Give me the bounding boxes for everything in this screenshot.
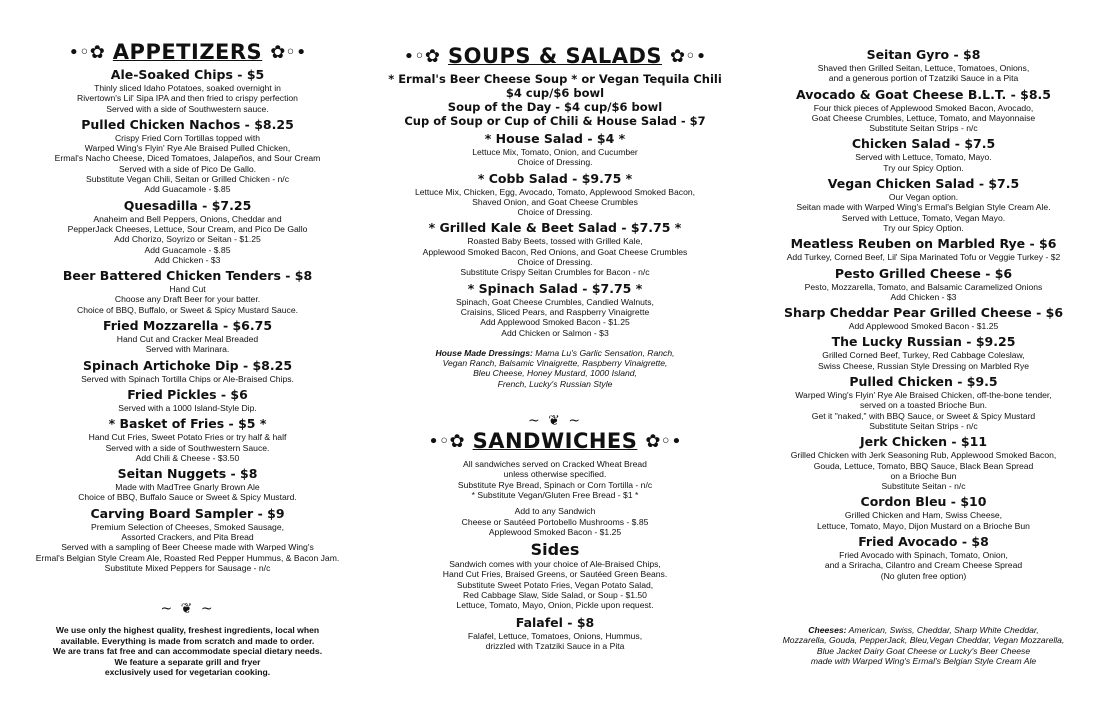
cheeses-line: Blue Jacket Dairy Goat Cheese or Lucky's Beer Cheese [816,645,1031,656]
menu-item-name: * House Salad - $4 * [484,131,626,146]
appetizers-footer [10,625,365,678]
menu-item [380,281,730,338]
menu-item-description: Lettuce, Tomato, Mayo, Dijon Mustard on a Brioche Bun [817,520,1030,531]
menu-item-description: Fried Avocado with Spinach, Tomato, Onion, [839,550,1008,561]
menu-item-name: The Lucky Russian - $9.25 [831,334,1016,350]
sandwiches-add-ons [380,506,730,537]
menu-item-description: Craisins, Sliced Pears, and Raspberry Vinaigrette [460,306,650,317]
appetizers-footer-line: available. Everything is made from scratch and made to order. [60,635,315,646]
menu-item-description: Choice of Dressing. [517,157,593,168]
menu-item-description: Served with Lettuce, Tomato, Mayo. [855,152,992,163]
menu-item-name: Sharp Cheddar Pear Grilled Cheese - $6 [783,305,1064,321]
ornament-divider-icon: ~ ❦ ~ [527,413,583,430]
soup-line: Cup of Soup or Cup of Chili & House Salad - $7 [404,114,706,128]
menu-item-description: Substitute Vegan Chili, Seitan or Grilled Chicken - n/c [85,174,289,185]
menu-item-description: Goat Cheese Crumbles, Lettuce, Tomato, and Mayonnaise [811,112,1036,123]
menu-item [10,506,365,573]
menu-item-description: Substitute Crispy Seitan Crumbles for Bacon - n/c [460,267,650,278]
soups-title: SOUPS & SALADS [447,44,663,68]
appetizers-footer-line: exclusively used for vegetarian cooking. [104,667,271,678]
menu-item-name: Fried Mozzarella - $6.75 [102,318,273,334]
soup-line: Soup of the Day - $4 cup/$6 bowl [447,100,663,114]
menu-item [745,374,1102,431]
menu-item-name: Meatless Reuben on Marbled Rye - $6 [790,236,1057,252]
soups-header [380,44,730,68]
menu-item-description: Add Turkey, Corned Beef, Lil' Sipa Marinated Tofu or Veggie Turkey - $2 [786,252,1061,263]
menu-item-description: Add Applewood Smoked Bacon - $1.25 [480,317,630,328]
menu-item-description: Add Chorizo, Soyrizo or Seitan - $1.25 [114,234,261,245]
menu-item [10,387,365,413]
menu-item-description: Thinly sliced Idaho Potatoes, soaked overnight in [94,83,281,93]
menu-item-name: Fried Avocado - $8 [858,534,989,550]
sandwiches-intro-line: * Substitute Vegan/Gluten Free Bread - $1 * [471,489,639,500]
sides-line: Substitute Sweet Potato Fries, Vegan Potato Salad, [456,579,654,590]
menu-item-description: Served with a side of Southwestern sauce. [106,103,269,114]
menu-item-name: Quesadilla - $7.25 [123,197,252,213]
menu-item-description: Choice of Dressing. [517,207,593,218]
menu-item [745,236,1102,262]
sides-line: Lettuce, Tomato, Mayo, Onion, Pickle upon request. [456,600,654,611]
falafel-name: Falafel - $8 [515,614,595,630]
menu-item-description: Substitute Mixed Peppers for Sausage - n/c [104,562,271,573]
left-swirl-icon: •◦✿ [403,45,440,67]
dressings-line: French, Lucky's Russian Style [497,378,613,389]
falafel-description: drizzled with Tzatziki Sauce in a Pita [485,640,625,651]
menu-item-description: Gouda, Lettuce, Tomato, BBQ Sauce, Black Bean Spread [813,460,1034,471]
menu-item-name: Beer Battered Chicken Tenders - $8 [62,268,313,284]
menu-item [745,494,1102,531]
menu-item [10,466,365,503]
menu-item [745,434,1102,491]
menu-item-name: Cordon Bleu - $10 [860,494,987,510]
menu-item-description: served on a toasted Brioche Bun. [859,400,988,411]
menu-item-description: Add Chicken - $3 [890,291,957,302]
falafel-item [380,615,730,652]
menu-item-description: Choice of BBQ, Buffalo, or Sweet & Spicy Mustard Sauce. [77,304,298,315]
menu-item-name: Seitan Nuggets - $8 [117,466,258,482]
menu-item [10,198,365,265]
menu-item-description: Choice of Dressing. [517,257,593,268]
menu-item-description: Warped Wing's Flyin' Rye Ale Braised Chicken, off-the-bone tender, [795,390,1052,401]
menu-item-description: Served with a sampling of Beer Cheese made with Warped Wing's [61,542,314,553]
sandwiches-add-line: Cheese or Sautéed Portobello Mushrooms - $.85 [461,516,649,527]
menu-item [380,171,730,218]
menu-item-description: Hand Cut Fries, Sweet Potato Fries or try half & half [88,432,287,443]
menu-item [745,305,1102,331]
sides-title: Sides [530,540,580,560]
menu-item-description: Applewood Smoked Bacon, Red Onions, and Goat Cheese Crumbles [422,246,688,257]
menu-item [10,416,365,463]
soup-line: $4 cup/$6 bowl [505,86,605,100]
appetizers-footer-line: We are trans fat free and can accommodate special dietary needs. [52,646,323,657]
menu-item-description: Served with a side of Pico De Gallo. [118,163,257,174]
menu-item-description: Made with MadTree Gnarly Brown Ale [115,482,260,493]
menu-item [745,534,1102,581]
menu-item-name: Jerk Chicken - $11 [859,434,988,450]
menu-item-description: Substitute Seitan Strips - n/c [869,420,978,431]
dressings-note [380,348,730,389]
menu-item-description: and a generous portion of Tzatziki Sauce in a Pita [828,73,1019,84]
menu-item-description: Swiss Cheese, Russian Style Dressing on Marbled Rye [817,360,1030,371]
dressings-label: House Made Dressings: [435,347,533,358]
sandwiches-add-line: Add to any Sandwich [514,506,596,517]
appetizers-header [10,40,365,64]
menu-item-description: Rivertown's Lil' Sipa IPA and then fried to crispy perfection [77,93,298,104]
menu-item-name: Seitan Gyro - $8 [866,47,981,62]
ornament-divider-icon: ~ ❦ ~ [160,601,215,618]
menu-item-name: Fried Pickles - $6 [127,386,248,402]
menu-item [745,176,1102,233]
menu-item-description: Warped Wing's Flyin' Rye Ale Braised Pulled Chicken, [84,143,291,154]
sandwiches-list [745,47,1102,581]
menu-item-name: Carving Board Sampler - $9 [90,505,285,521]
menu-item-description: Four thick pieces of Applewood Smoked Bacon, Avocado, [813,102,1034,113]
right-swirl-icon: ✿◦• [670,45,707,67]
soup-top-lines [380,72,730,128]
menu-item-name: Pesto Grilled Cheese - $6 [834,265,1013,281]
menu-item-description: Served with Marinara. [145,344,230,355]
menu-item [10,117,365,195]
appetizers-title: APPETIZERS [112,40,263,64]
appetizers-footer-line: We use only the highest quality, freshest ingredients, local when [55,625,320,636]
menu-item-description: Add Applewood Smoked Bacon - $1.25 [848,321,999,332]
sandwiches-add-line: Applewood Smoked Bacon - $1.25 [488,526,622,537]
right-swirl-icon: ✿◦• [270,41,307,63]
menu-item [380,220,730,277]
menu-item-description: Hand Cut [169,284,206,295]
menu-item [10,358,365,384]
menu-item [745,334,1102,371]
menu-item [745,136,1102,173]
sandwiches-intro-line: unless otherwise specified. [503,469,607,480]
menu-item-description: Lettuce Mix, Chicken, Egg, Avocado, Tomato, Applewood Smoked Bacon, [414,186,696,197]
right-swirl-icon: ✿◦• [645,430,682,452]
menu-item-description: Ermal's Nacho Cheese, Diced Tomatoes, Jalapeños, and Sour Cream [54,153,321,164]
menu-item-description: Add Chicken - $3 [154,254,221,265]
sandwiches-intro-line: Substitute Rye Bread, Spinach or Corn Tortilla - n/c [457,479,653,490]
menu-item-description: Add Guacamole - $.85 [144,184,231,195]
menu-item-description: on a Brioche Bun [890,470,957,481]
left-swirl-icon: •◦✿ [68,41,105,63]
menu-item [10,67,365,114]
menu-item-description: Spinach, Goat Cheese Crumbles, Candied Walnuts, [456,296,654,307]
menu-item-description: Premium Selection of Cheeses, Smoked Sausage, [91,521,284,532]
soup-line: * Ermal's Beer Cheese Soup * or Vegan Tequila Chili [388,72,722,86]
soups-column [380,44,730,651]
cheeses-line: American, Swiss, Cheddar, Sharp White Cheddar, [848,624,1039,635]
menu-item-name: Chicken Salad - $7.5 [851,136,996,152]
menu-item [745,266,1102,303]
menu-item [10,318,365,355]
salads-list [380,131,730,338]
menu-item-description: PepperJack Cheeses, Lettuce, Sour Cream, and Pico De Gallo [67,223,308,234]
menu-item-description: Roasted Baby Beets, tossed with Grilled Kale, [467,236,643,247]
menu-item-description: Shaved Onion, and Goat Cheese Crumbles [472,196,638,207]
cheeses-label: Cheeses: [808,624,847,635]
menu-item-description: Substitute Seitan Strips - n/c [869,123,978,134]
menu-item-description: Grilled Chicken and Ham, Swiss Cheese, [844,510,1003,521]
sides-line: Sandwich comes with your choice of Ale-Braised Chips, [449,559,661,570]
menu-item-description: Choose any Draft Beer for your batter. [114,294,261,305]
menu-item-description: Seitan made with Warped Wing's Ermal's Belgian Style Cream Ale. [796,202,1051,213]
menu-item-description: Get it "naked," with BBQ Sauce, or Sweet & Spicy Mustard [811,410,1036,421]
menu-item-description: Pesto, Mozzarella, Tomato, and Balsamic Caramelized Onions [804,281,1043,292]
left-swirl-icon: •◦✿ [428,430,465,452]
menu-item-description: Choice of BBQ, Buffalo Sauce or Sweet & Spicy Mustard. [78,492,297,503]
menu-item-description: Grilled Chicken with Jerk Seasoning Rub, Applewood Smoked Bacon, [790,450,1057,461]
sandwiches-title: SANDWICHES [472,429,638,454]
menu-item-description: Served with Spinach Tortilla Chips or Ale-Braised Chips. [81,373,294,384]
menu-item [10,268,365,315]
menu-item-description: Served with a side of Southwestern Sauce. [105,442,270,453]
menu-item [745,87,1102,134]
menu-item-name: Pulled Chicken - $9.5 [849,374,998,390]
menu-item-description: Substitute Seitan - n/c [881,481,966,492]
menu-item-name: Spinach Artichoke Dip - $8.25 [82,357,293,373]
appetizers-list [10,67,365,573]
sides-lines [380,559,730,610]
menu-item-description: Anaheim and Bell Peppers, Onions, Cheddar and [93,213,282,224]
menu-item-description: Add Chili & Cheese - $3.50 [135,452,240,463]
menu-item-name: * Cobb Salad - $9.75 * [477,170,633,186]
sandwiches-header [380,429,730,453]
sandwiches-column [745,44,1102,666]
menu-item-description: (No gluten free option) [880,570,967,581]
sides-line: Hand Cut Fries, Braised Greens, or Sautéed Green Beans. [442,569,668,580]
dressings-line: Bleu Cheese, Honey Mustard, 1000 Island, [473,368,637,379]
cheeses-line: Mozzarella, Gouda, PepperJack, Bleu,Vegan Cheddar, Vegan Mozzarella, [782,635,1065,646]
menu-item-name: Pulled Chicken Nachos - $8.25 [81,116,294,132]
menu-item-name: * Grilled Kale & Beet Salad - $7.75 * [428,220,682,236]
menu-item-description: Our Vegan option. [888,192,959,203]
appetizers-footer-line: We feature a separate grill and fryer [114,656,261,667]
menu-item-description: Add Chicken or Salmon - $3 [501,327,609,338]
menu-item-description: Ermal's Belgian Style Cream Ale, Roasted Red Pepper Hummus, & Bacon Jam. [35,552,340,563]
appetizers-column [10,40,365,678]
menu-item-description: Served with Lettuce, Tomato, Vegan Mayo. [841,212,1006,223]
menu-item-name: * Basket of Fries - $5 * [108,416,267,432]
menu-item [745,47,1102,84]
cheeses-note [745,625,1102,666]
menu-item [380,131,730,168]
dressings-line: Vegan Ranch, Balsamic Vinaigrette, Raspberry Vinaigrette, [442,358,668,369]
menu-item-description: Add Guacamole - $.85 [144,244,231,255]
sandwiches-intro [380,459,730,500]
menu-item-description: Try our Spicy Option. [883,222,964,233]
menu-item-name: Ale-Soaked Chips - $5 [110,67,265,82]
menu-item-description: Grilled Corned Beef, Turkey, Red Cabbage Coleslaw, [822,350,1025,361]
falafel-description: Falafel, Lettuce, Tomatoes, Onions, Hummus, [467,630,643,641]
menu-item-description: Shaved then Grilled Seitan, Lettuce, Tomatoes, Onions, [817,63,1030,73]
sides-line: Red Cabbage Slaw, Side Salad, or Soup - $1.50 [463,590,647,601]
menu-item-description: Try our Spicy Option. [883,162,964,173]
sandwiches-intro-line: All sandwiches served on Cracked Wheat Bread [463,459,647,470]
menu-item-description: Assorted Crackers, and Pita Bread [121,532,254,543]
menu-item-description: Crispy Fried Corn Tortillas topped with [114,132,261,143]
cheeses-line: made with Warped Wing's Ermal's Belgian Style Cream Ale [810,655,1037,666]
menu-item-name: Vegan Chicken Salad - $7.5 [827,176,1020,192]
menu-item-name: * Spinach Salad - $7.75 * [467,280,643,296]
menu-item-description: Hand Cut and Cracker Meal Breaded [116,334,259,345]
menu-item-name: Avocado & Goat Cheese B.L.T. - $8.5 [796,86,1051,102]
menu-item-description: Lettuce Mix, Tomato, Onion, and Cucumber [472,147,638,157]
menu-item-description: and a Sriracha, Cilantro and Cream Cheese Spread [824,560,1023,571]
dressings-line: Mama Lu's Garlic Sensation, Ranch, [535,347,675,358]
menu-item-description: Served with a 1000 Island-Style Dip. [118,402,257,413]
